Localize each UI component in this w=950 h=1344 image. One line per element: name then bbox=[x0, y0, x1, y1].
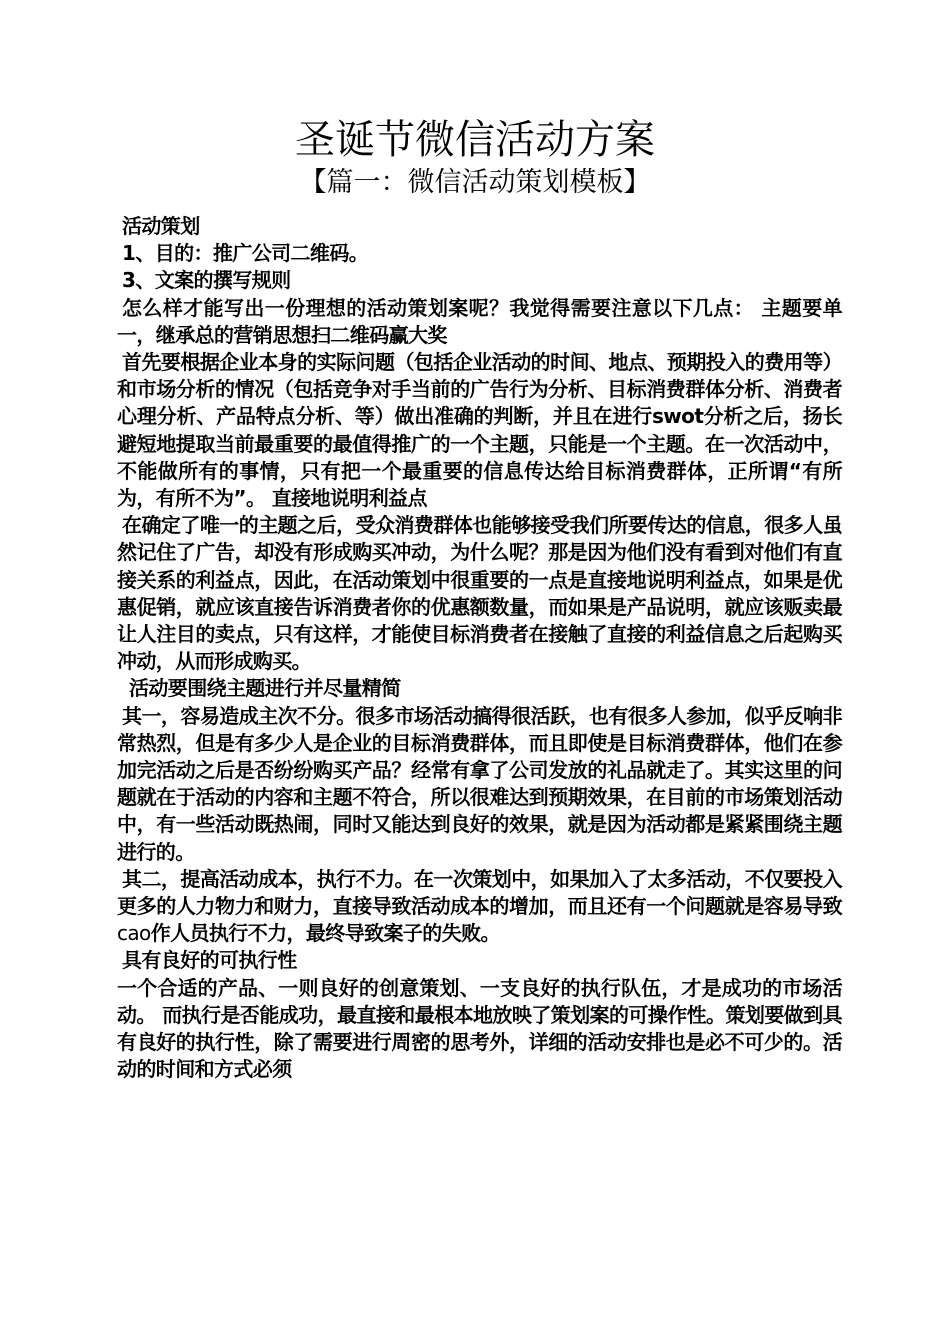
document-title: 圣诞节微信活动方案 bbox=[295, 117, 655, 163]
paragraph bbox=[117, 866, 842, 948]
paragraph: 其一，容易造成主次不分。很多市场活动搞得很活跃，也有很多人参加，似乎反响非常热烈，但是有多少人是企业的目标消费群体，而且即使是目标消费群体，他们在参加完活动之后是否纷纷购买产品？经常有拿了公司发放的礼品就走了。其实这里的问题就在于活动的内容和主题不符合，所以很难达到预期效果，在目前的市场策划活动中，有一些活动既热闹，同时又能达到良好的效果，就是因为活动都是紧紧围绕主题进行的。 bbox=[117, 703, 842, 864]
document-subtitle: 【篇一：微信活动策划模板】 bbox=[299, 167, 651, 198]
section-heading: 具有良好的可执行性 bbox=[122, 948, 297, 973]
paragraph: 3、文案的撰写规则 bbox=[122, 268, 291, 293]
paragraph-text-light: cao bbox=[117, 921, 151, 946]
document-body bbox=[117, 213, 842, 1084]
paragraph: 怎么样才能写出一份理想的活动策划案呢？我觉得需要注意以下几点： 主题要单一，继承总的营销思想扫二维码赢大奖 bbox=[117, 295, 842, 347]
paragraph: 1、目的：推广公司二维码。 bbox=[122, 241, 369, 266]
section-heading: 活动要围绕主题进行并尽量精简 bbox=[129, 676, 401, 701]
paragraph: 一个合适的产品、一则良好的创意策划、一支良好的执行队伍，才是成功的市场活动。 而执行是否能成功，最直接和最根本地放映了策划案的可操作性。策划要做到具有良好的执行性，除了需要进行周密的思考外，详细的活动安排也是必不可少的。活动的时间和方式必须 bbox=[117, 975, 842, 1082]
paragraph: 在确定了唯一的主题之后，受众消费群体也能够接受我们所要传达的信息，很多人虽然记住了广告，却没有形成购买冲动，为什么呢？那是因为他们没有看到对他们有直接关系的利益点，因此，在活动策划中很重要的一点是直接地说明利益点，如果是优惠促销，就应该直接告诉消费者你的优惠额数量，而如果是产品说明，就应该贩卖最让人注目的卖点，只有这样，才能使目标消费者在接触了直接的利益信息之后起购买冲动，从而形成购买。 bbox=[117, 513, 842, 674]
paragraph-text: 其二，提高活动成本，执行不力。在一次策划中，如果加入了太多活动，不仅要投入更多的人力物力和财力，直接导致活动成本的增加，而且还有一个问题就是容易导致 bbox=[117, 866, 842, 919]
paragraph-text: 作人员执行不力，最终导致案子的失败。 bbox=[150, 921, 500, 946]
section-heading: 活动策划 bbox=[122, 214, 200, 238]
paragraph: 首先要根据企业本身的实际问题（包括企业活动的时间、地点、预期投入的费用等）和市场分析的情况（包括竞争对手当前的广告行为分析、目标消费群体分析、消费者心理分析、产品特点分析、等）做出准确的判断，并且在进行swot分析之后，扬长避短地提取当前最重要的最值得推广的一个主题，只能是一个主题。在一次活动中，不能做所有的事情，只有把一个最重要的信息传达给目标消费群体，正所谓“有所为，有所不为”。 直接地说明利益点 bbox=[117, 350, 842, 511]
